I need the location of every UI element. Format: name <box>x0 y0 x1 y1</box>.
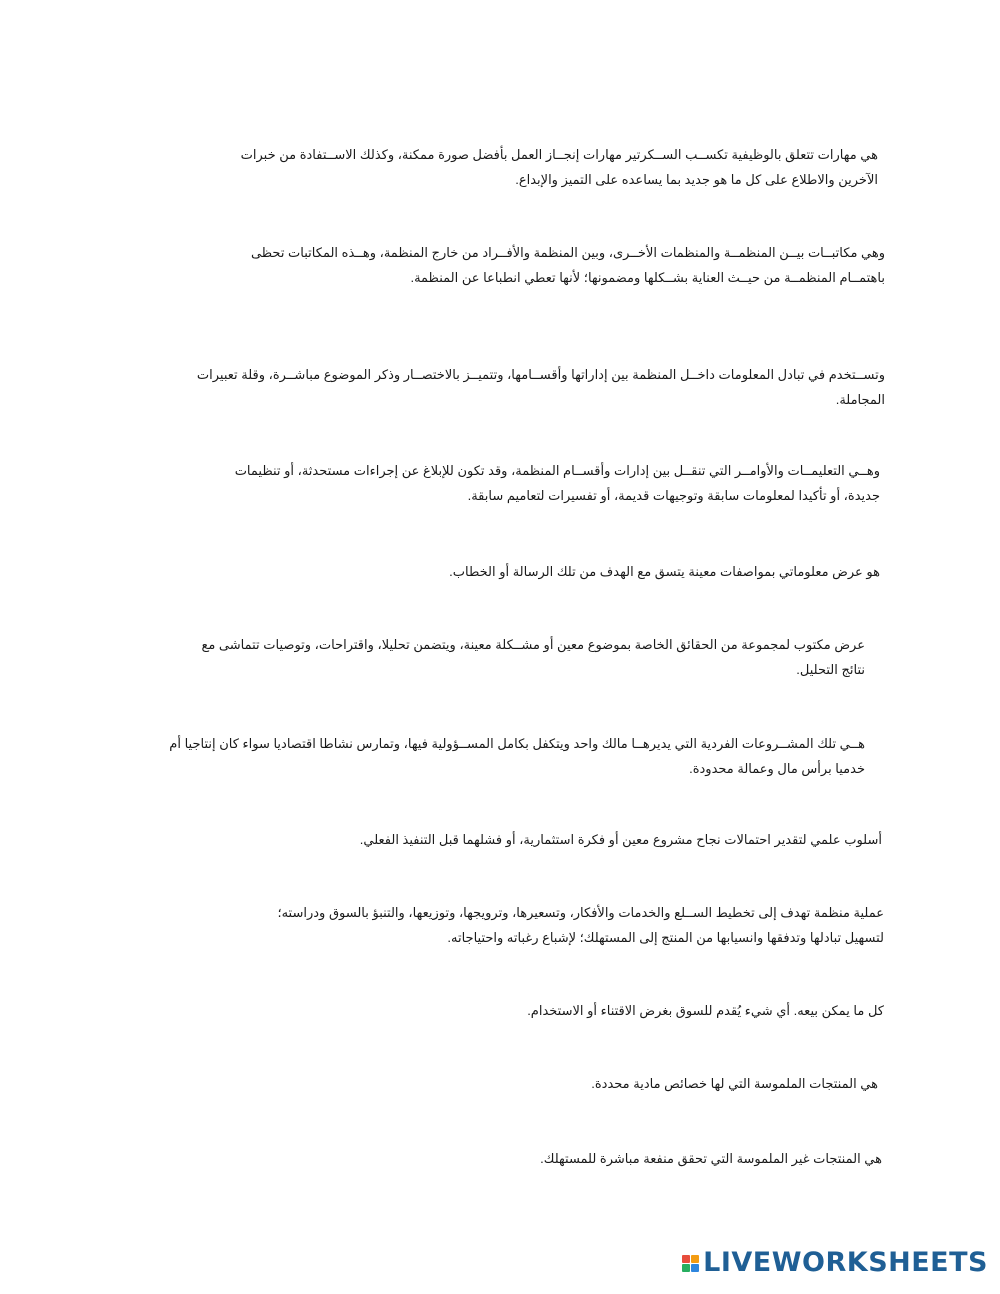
paragraph-2-line-2: باهتمــام المنظمــة من حيــث العناية بشــكلها ومضمونها؛ لأنها تعطي انطباعا عن المنظمة. <box>410 270 885 285</box>
logo-square-blue <box>691 1264 699 1272</box>
paragraph-1-line-2: الآخرين والاطلاع على كل ما هو جديد بما يساعده على التميز والإبداع. <box>515 172 878 187</box>
paragraph-3-line-1: وتســتخدم في تبادل المعلومات داخــل المنظمة بين إداراتها وأقســامها، وتتميــز بالاختصــار وذكر الموضوع مباشــرة، وقلة تعبيرات <box>196 367 885 382</box>
paragraph-1 <box>178 142 878 192</box>
paragraph-4-line-2: جديدة، أو تأكيدا لمعلومات سابقة وتوجيهات قديمة، أو تفسيرات لتعاميم سابقة. <box>467 488 880 503</box>
logo-text: LIVEWORKSHEETS <box>703 1247 988 1278</box>
paragraph-6-line-1: عرض مكتوب لمجموعة من الحقائق الخاصة بموضوع معين أو مشــكلة معينة، ويتضمن تحليلا، واقتراحات، وتوصيات تتماشى مع <box>201 637 865 652</box>
paragraph-2-line-1: وهي مكاتبــات بيــن المنظمــة والمنظمات الأخــرى، وبين المنظمة والأفــراد من خارج المنظمة، وهــذه المكاتبات تحظى <box>250 245 885 260</box>
paragraph-9-line-2: لتسهيل تبادلها وتدفقها وانسيابها من المنتج إلى المستهلك؛ لإشباع رغباته واحتياجاته. <box>447 930 884 945</box>
paragraph-9 <box>184 900 884 950</box>
paragraph-6 <box>125 632 865 682</box>
paragraph-12 <box>182 1146 882 1171</box>
paragraph-8 <box>182 827 882 852</box>
paragraph-2 <box>185 240 885 290</box>
paragraph-6-line-2: نتائج التحليل. <box>796 662 865 677</box>
paragraph-7-line-1: هــي تلك المشــروعات الفردية التي يديرهــا مالك واحد ويتكفل بكامل المســؤولية فيها، وتمارس نشاطا اقتصاديا سواء كان إنتاجيا أم <box>169 736 865 751</box>
paragraph-11 <box>178 1071 878 1096</box>
paragraph-4 <box>180 458 880 508</box>
paragraph-9-line-1: عملية منظمة تهدف إلى تخطيط الســلع والخدمات والأفكار، وتسعيرها، وترويجها، وتوزيعها، والتنبؤ بالسوق ودراسته؛ <box>277 905 884 920</box>
logo-square-orange <box>691 1255 699 1263</box>
paragraph-5 <box>180 559 880 584</box>
liveworksheets-logo[interactable] <box>682 1248 988 1278</box>
paragraph-7-line-2: خدميا برأس مال وعمالة محدودة. <box>689 761 865 776</box>
paragraph-10-line-1: كل ما يمكن بيعه. أي شيء يُقدم للسوق بغرض الاقتناء أو الاستخدام. <box>527 1003 884 1018</box>
paragraph-5-line-1: هو عرض معلوماتي بمواصفات معينة يتسق مع الهدف من تلك الرسالة أو الخطاب. <box>449 564 880 579</box>
liveworksheets-logo-icon <box>682 1255 699 1272</box>
paragraph-1-line-1: هي مهارات تتعلق بالوظيفية تكســب الســكرتير مهارات إنجــاز العمل بأفضل صورة ممكنة، وكذلك الاســتفادة من خبرات <box>240 147 878 162</box>
logo-square-green <box>682 1264 690 1272</box>
paragraph-10 <box>184 998 884 1023</box>
paragraph-4-line-1: وهــي التعليمــات والأوامــر التي تنقــل بين إدارات وأقســام المنظمة، وقد تكون للإبلاغ عن إجراءات مستحدثة، أو تنظيمات <box>234 463 880 478</box>
paragraph-3 <box>125 362 885 412</box>
paragraph-7 <box>105 731 865 781</box>
paragraph-11-line-1: هي المنتجات الملموسة التي لها خصائص مادية محددة. <box>591 1076 878 1091</box>
logo-square-red <box>682 1255 690 1263</box>
paragraph-12-line-1: هي المنتجات غير الملموسة التي تحقق منفعة مباشرة للمستهلك. <box>540 1151 882 1166</box>
paragraph-3-line-2: المجاملة. <box>835 392 885 407</box>
paragraph-8-line-1: أسلوب علمي لتقدير احتمالات نجاح مشروع معين أو فكرة استثمارية، أو فشلهما قبل التنفيذ الفعلي. <box>359 832 882 847</box>
